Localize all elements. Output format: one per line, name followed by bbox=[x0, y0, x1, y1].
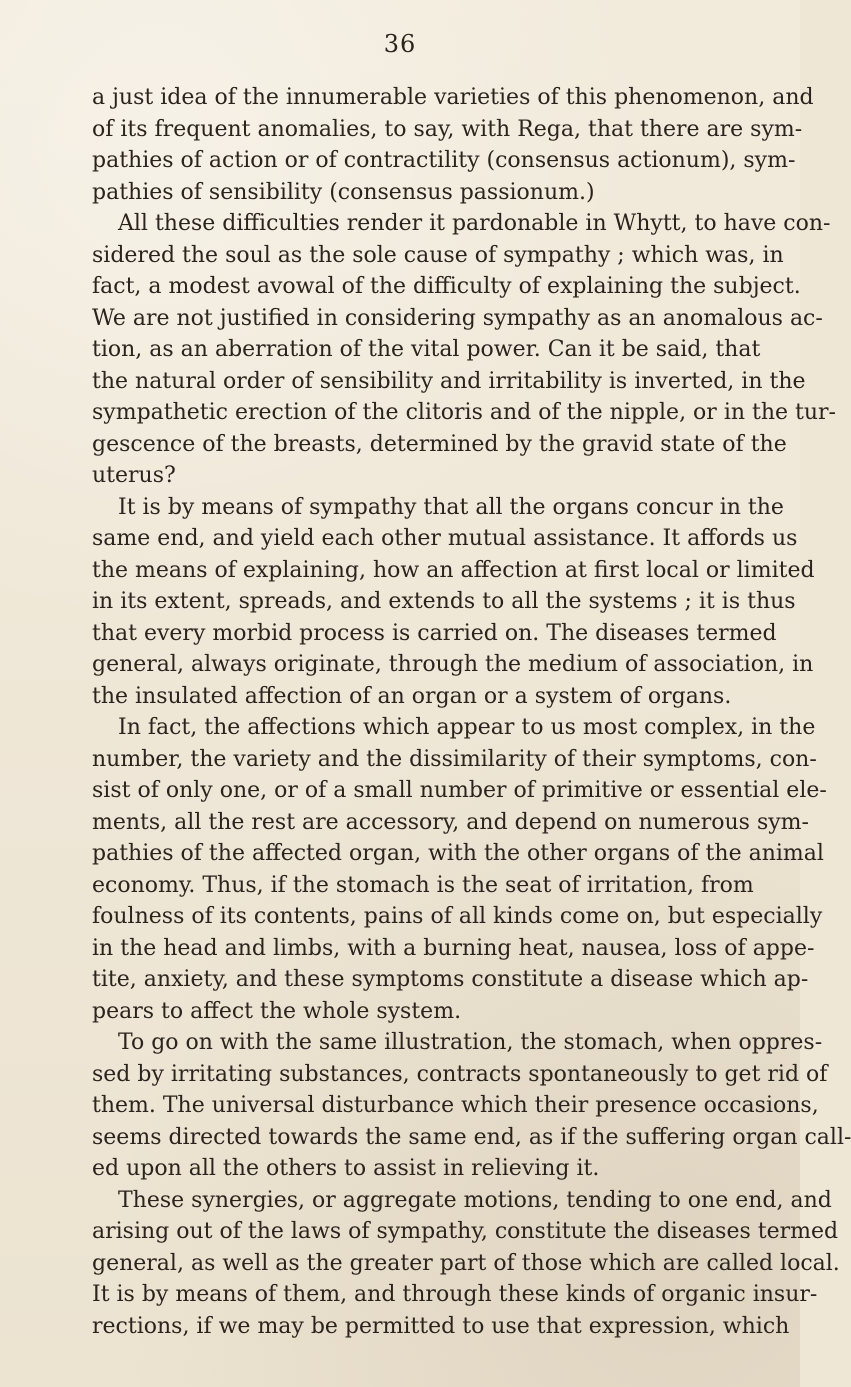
text-line: the natural order of sensibility and irritability is inverted, in the bbox=[92, 368, 806, 394]
text-line: pathies of action or of contractility (consensus actionum), sym- bbox=[92, 148, 796, 173]
page-number: 36 bbox=[383, 30, 417, 58]
text-line: sed by irritating substances, contracts spontaneously to get rid of bbox=[92, 1061, 828, 1087]
text-line: of its frequent anomalies, to say, with Rega, that there are sym- bbox=[92, 116, 803, 142]
text-line: uterus? bbox=[92, 463, 176, 488]
text-line: in its extent, spreads, and extends to all the systems ; it is thus bbox=[92, 589, 796, 614]
text-line: them. The universal disturbance which their presence occasions, bbox=[92, 1093, 819, 1118]
text-line: economy. Thus, if the stomach is the seat of irritation, from bbox=[92, 872, 754, 898]
text-line: that every morbid process is carried on. The diseases termed bbox=[92, 620, 777, 646]
text-line: These synergies, or aggregate motions, tending to one end, and bbox=[118, 1187, 832, 1213]
text-line: tion, as an aberration of the vital power. Can it be said, that bbox=[92, 337, 761, 362]
text-line: It is by means of sympathy that all the organs concur in the bbox=[118, 494, 784, 520]
text-line: ed upon all the others to assist in relieving it. bbox=[92, 1156, 600, 1181]
text-line: same end, and yield each other mutual assistance. It affords us bbox=[92, 526, 798, 551]
text-line: foulness of its contents, pains of all kinds come on, but especially bbox=[92, 904, 823, 929]
text-line: tite, anxiety, and these symptoms constitute a disease which ap- bbox=[92, 967, 809, 992]
text-line: rections, if we may be permitted to use that expression, which bbox=[92, 1313, 790, 1339]
text-line: fact, a modest avowal of the difficulty of explaining the subject. bbox=[92, 274, 801, 299]
text-line: pathies of sensibility (consensus passionum.) bbox=[92, 179, 595, 205]
text-line: To go on with the same illustration, the stomach, when oppres- bbox=[118, 1030, 823, 1055]
text-line: seems directed towards the same end, as if the suffering organ call- bbox=[92, 1124, 851, 1150]
text-line: ments, all the rest are accessory, and depend on numerous sym- bbox=[92, 809, 809, 835]
body-text bbox=[92, 82, 851, 1342]
text-line: pathies of the affected organ, with the other organs of the animal bbox=[92, 841, 824, 866]
text-line: All these difficulties render it pardonable in Whytt, to have con- bbox=[118, 211, 831, 236]
text-line: general, always originate, through the medium of association, in bbox=[92, 652, 814, 677]
text-line: sist of only one, or of a small number of primitive or essential ele- bbox=[92, 778, 827, 803]
text-line: in the head and limbs, with a burning heat, nausea, loss of appe- bbox=[92, 935, 815, 961]
text-line: the insulated affection of an organ or a system of organs. bbox=[92, 683, 732, 709]
text-line: arising out of the laws of sympathy, constitute the diseases termed bbox=[92, 1219, 839, 1244]
text-line: pears to affect the whole system. bbox=[92, 998, 462, 1024]
text-line: a just idea of the innumerable varieties of this phenomenon, and bbox=[92, 85, 814, 110]
text-line: It is by means of them, and through these kinds of organic insur- bbox=[92, 1282, 818, 1307]
text-line: In fact, the affections which appear to us most complex, in the bbox=[118, 715, 816, 740]
text-line: sidered the soul as the sole cause of sympathy ; which was, in bbox=[92, 242, 784, 268]
text-line: the means of explaining, how an affection at first local or limited bbox=[92, 557, 815, 583]
text-line: We are not justified in considering sympathy as an anomalous ac- bbox=[92, 305, 823, 331]
text-line: gescence of the breasts, determined by the gravid state of the bbox=[92, 431, 787, 457]
text-line: sympathetic erection of the clitoris and of the nipple, or in the tur- bbox=[92, 400, 836, 425]
text-line: number, the variety and the dissimilarity of their symptoms, con- bbox=[92, 746, 817, 772]
text-line: general, as well as the greater part of those which are called local. bbox=[92, 1250, 840, 1276]
